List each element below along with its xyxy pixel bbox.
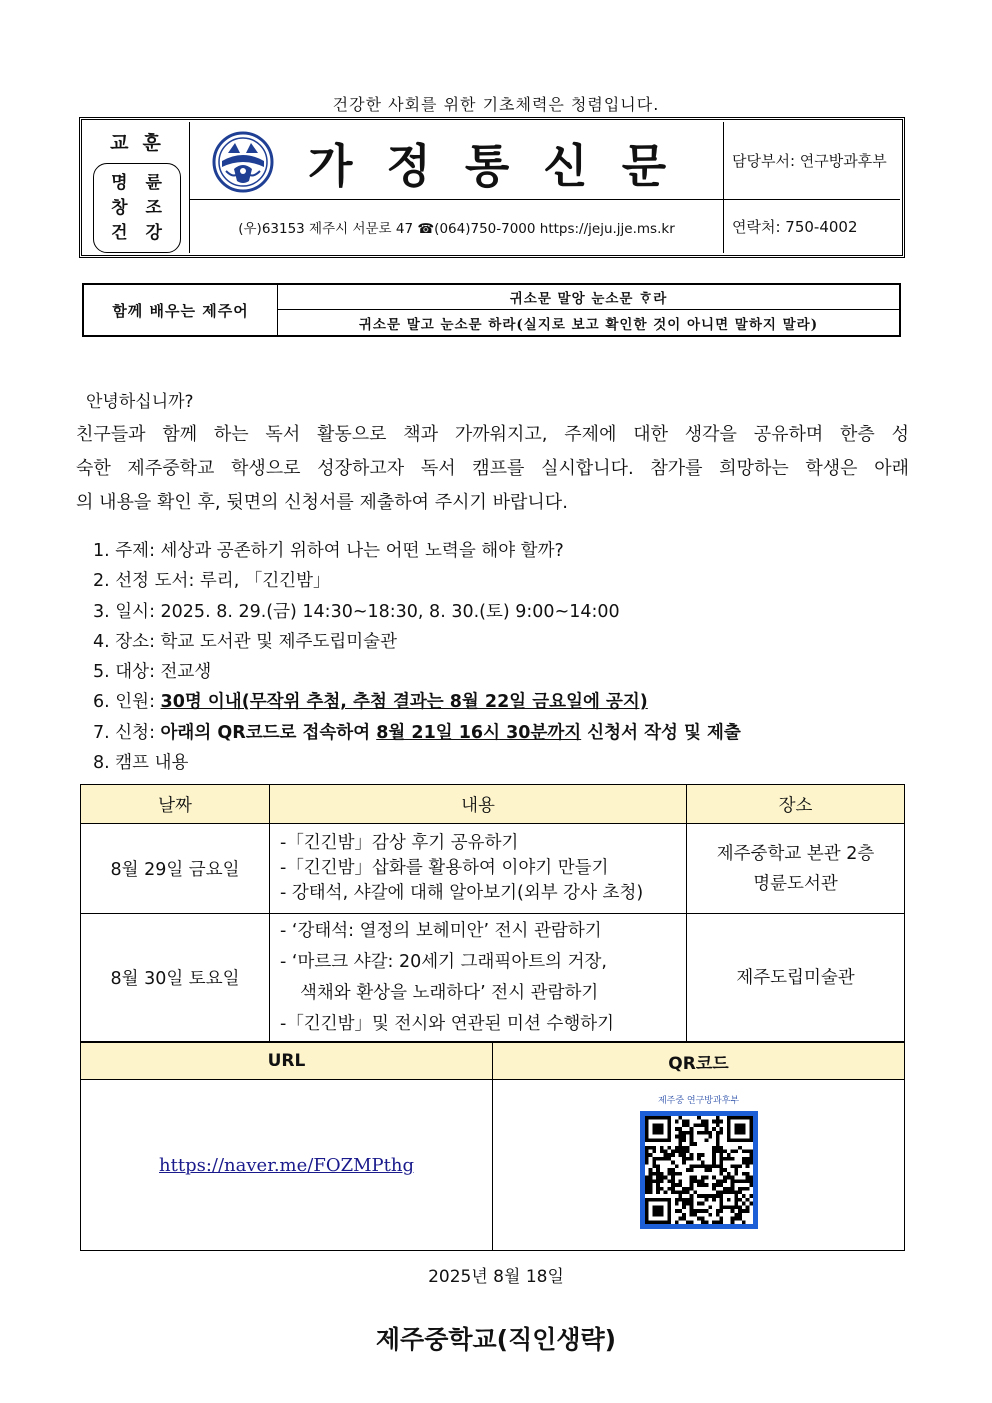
content-line: - ‘강태석: 열정의 보헤미안’ 전시 관람하기 bbox=[280, 920, 602, 941]
qr-cell bbox=[493, 1080, 905, 1251]
list-item: 4. 장소: 학교 도서관 및 제주도립미술관 bbox=[93, 631, 397, 652]
list-item: 2. 선정 도서: 루리, 「긴긴밤」 bbox=[93, 571, 331, 592]
paragraph-line: 친구들과 함께 하는 독서 활동으로 책과 가까워지고, 주제에 대한 생각을 공유하며 한층 성 bbox=[76, 424, 909, 445]
content-line: - 강태석, 샤갈에 대해 알아보기(외부 강사 초청) bbox=[280, 883, 644, 903]
list-item: 8. 캠프 내용 bbox=[93, 753, 189, 774]
list-item: 3. 일시: 2025. 8. 29.(금) 14:30~18:30, 8. 30.(토) 9:00~14:00 bbox=[93, 601, 620, 622]
schedule-date: 8월 29일 금요일 bbox=[81, 824, 270, 914]
jeju-phrase: 귀소문 말앙 눈소문 ᄒᆞ라 bbox=[278, 285, 899, 310]
paragraph-line: 숙한 제주중학교 학생으로 성장하고자 독서 캠프를 실시합니다. 참가를 희망하는 학생은 아래 bbox=[76, 458, 909, 479]
apply-text: 아래의 QR코드로 접속하여 bbox=[160, 722, 377, 743]
intro-paragraph bbox=[76, 418, 909, 520]
column-header: 날짜 bbox=[81, 785, 270, 824]
list-item bbox=[93, 718, 741, 748]
camp-schedule-table bbox=[80, 784, 905, 1042]
newsletter-header bbox=[79, 117, 905, 258]
application-link-table bbox=[80, 1042, 905, 1251]
kyohun-value: 명 륜 bbox=[111, 172, 168, 193]
content-line: -「긴긴밤」삽화를 활용하여 이야기 만들기 bbox=[280, 858, 609, 878]
list-item-prefix: 6. 인원: bbox=[93, 692, 161, 713]
list-item-prefix: 7. 신청: bbox=[93, 722, 161, 743]
apply-text: 신청서 작성 및 제출 bbox=[581, 722, 741, 743]
info-list bbox=[93, 536, 741, 778]
schedule-place bbox=[687, 824, 905, 914]
column-header: 장소 bbox=[687, 785, 905, 824]
school-address: (우)63153 제주시 서문로 47 ☎(064)750-7000 https://jeju.jje.ms.kr bbox=[190, 200, 724, 253]
list-item bbox=[93, 687, 741, 717]
school-motto-block bbox=[84, 122, 190, 253]
place-line: 제주중학교 본관 2층 bbox=[716, 843, 875, 864]
table-header-row bbox=[81, 785, 905, 824]
greeting: 안녕하십니까? bbox=[86, 392, 194, 412]
contact-number: 연락처: 750-4002 bbox=[732, 218, 858, 236]
schedule-place bbox=[687, 914, 905, 1042]
jeju-language-box bbox=[82, 283, 901, 337]
schedule-content bbox=[270, 914, 687, 1042]
school-signature: 제주중학교(직인생략) bbox=[375, 1325, 617, 1354]
page-title: 가정통신문 bbox=[308, 139, 701, 193]
url-cell bbox=[81, 1080, 493, 1251]
schedule-content bbox=[270, 824, 687, 914]
place-line: 제주도립미술관 bbox=[736, 967, 855, 988]
jeju-label: 함께 배우는 제주어 bbox=[84, 285, 278, 335]
apply-deadline: 8월 21일 16시 30분까지 bbox=[376, 722, 582, 743]
title-cell bbox=[190, 122, 724, 200]
department: 담당부서: 연구방과후부 bbox=[724, 122, 900, 200]
motto: 건강한 사회를 위한 기초체력은 청렴입니다. bbox=[332, 95, 660, 114]
application-url-link[interactable]: https://naver.me/FOZMPthg bbox=[159, 1154, 414, 1176]
list-item: 5. 대상: 전교생 bbox=[93, 662, 212, 683]
qr-code[interactable] bbox=[640, 1111, 758, 1229]
content-line: -「긴긴밤」감상 후기 공유하기 bbox=[280, 833, 519, 853]
qr-code-icon bbox=[645, 1116, 753, 1224]
place-line: 명륜도서관 bbox=[753, 873, 838, 894]
kyohun-values bbox=[93, 163, 181, 253]
content-line: 색채와 환상을 노래하다’ 전시 관람하기 bbox=[300, 982, 599, 1003]
qr-header: QR코드 bbox=[493, 1043, 905, 1080]
schedule-date: 8월 30일 토요일 bbox=[81, 914, 270, 1042]
table-row bbox=[81, 1080, 905, 1251]
list-item: 1. 주제: 세상과 공존하기 위하여 나는 어떤 노력을 해야 할까? bbox=[93, 541, 564, 561]
kyohun-title: 교훈 bbox=[110, 132, 175, 154]
column-header: 내용 bbox=[270, 785, 687, 824]
kyohun-value: 건 강 bbox=[111, 222, 168, 243]
issue-date: 2025년 8월 18일 bbox=[428, 1267, 564, 1287]
table-header-row bbox=[81, 1043, 905, 1080]
content-line: - ‘마르크 샤갈: 20세기 그래픽아트의 거장, bbox=[280, 951, 607, 972]
paragraph-line: 의 내용을 확인 후, 뒷면의 신청서를 제출하여 주시기 바랍니다. bbox=[76, 492, 568, 513]
url-header: URL bbox=[81, 1043, 493, 1080]
content-line: -「긴긴밤」및 전시와 연관된 미션 수행하기 bbox=[280, 1013, 615, 1034]
school-logo-icon bbox=[212, 131, 274, 193]
kyohun-value: 창 조 bbox=[111, 197, 168, 218]
table-row bbox=[81, 824, 905, 914]
table-row bbox=[81, 914, 905, 1042]
qr-caption: 제주중 연구방과후부 bbox=[657, 1096, 740, 1106]
jeju-translation: 귀소문 말고 눈소문 하라(실지로 보고 확인한 것이 아니면 말하지 말라) bbox=[358, 316, 819, 333]
capacity-text: 30명 이내(무작위 추첨, 추첨 결과는 8월 22일 금요일에 공지) bbox=[160, 692, 648, 713]
